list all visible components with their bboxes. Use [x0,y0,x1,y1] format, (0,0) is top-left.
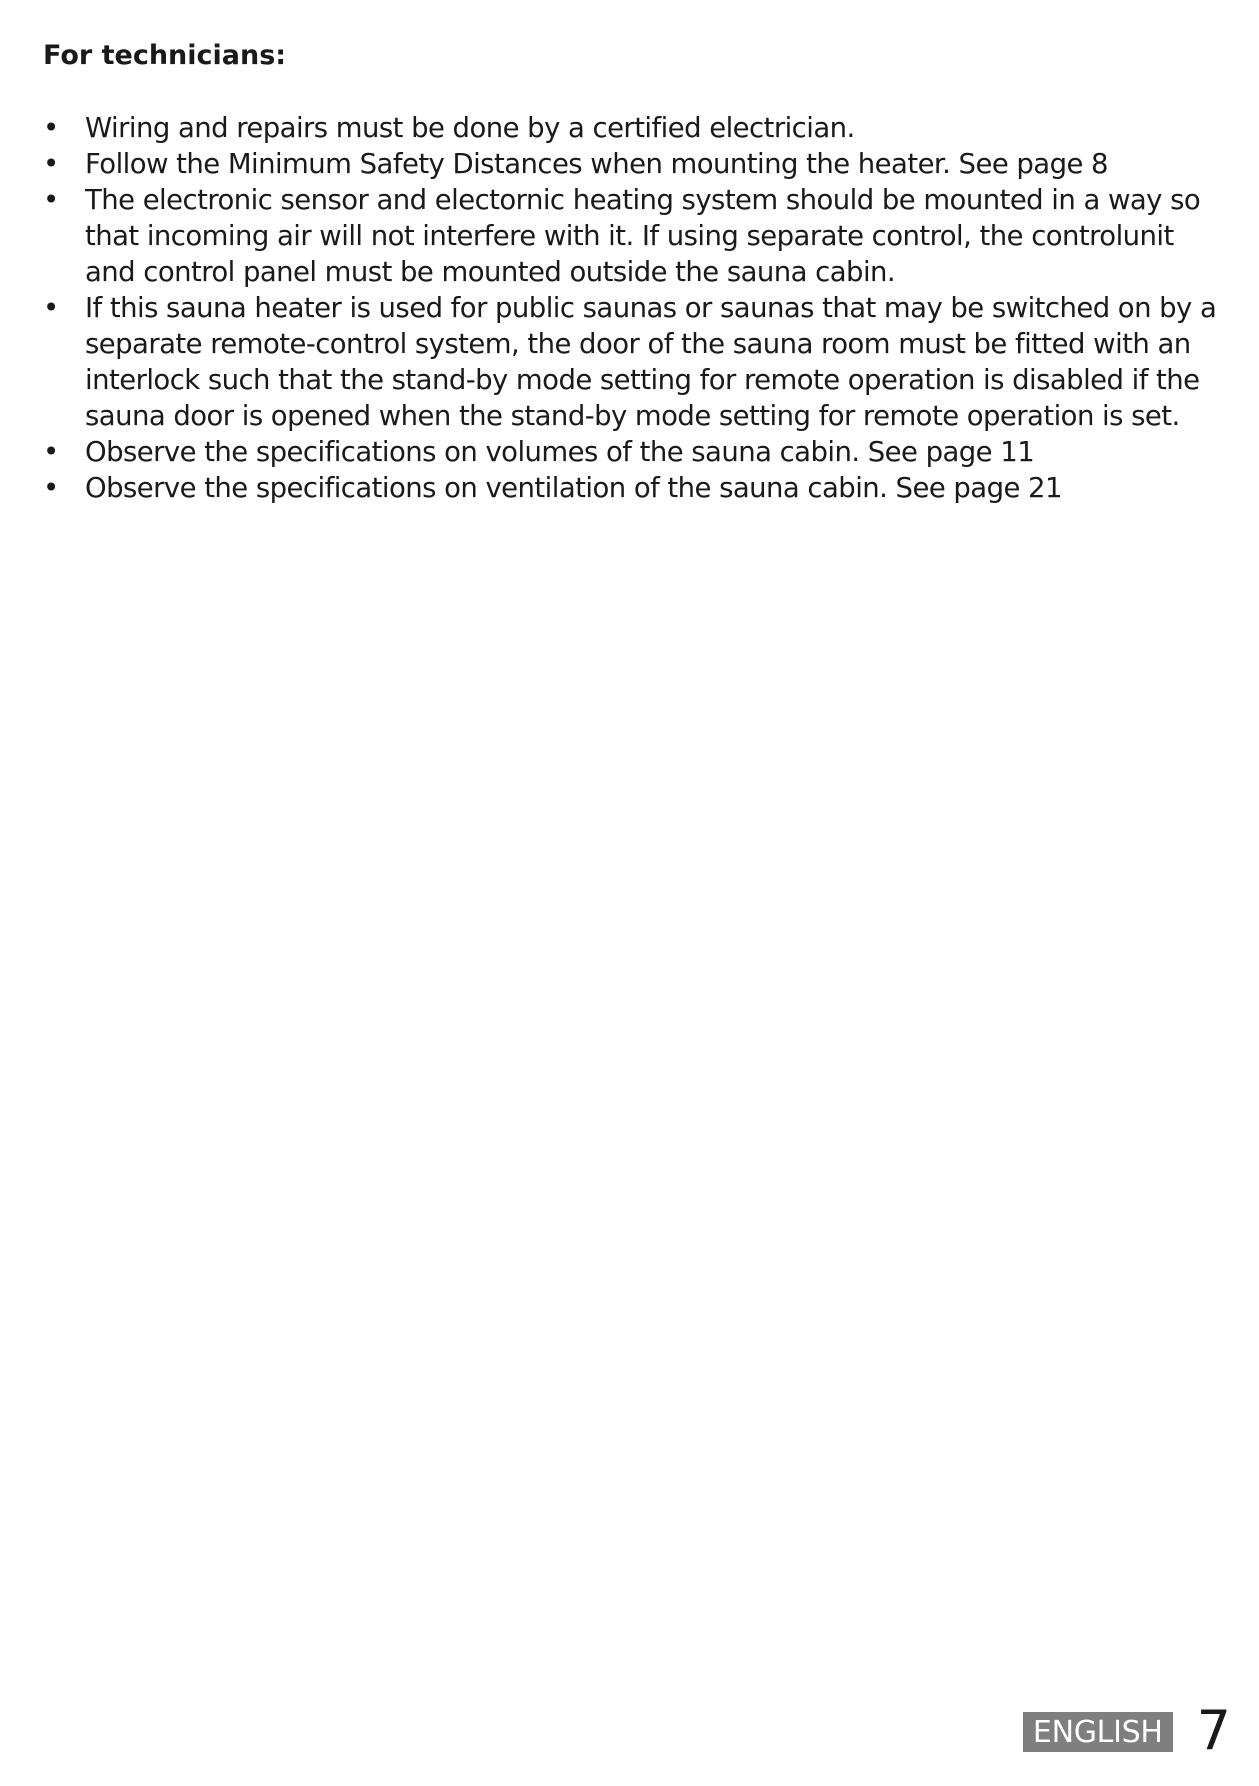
page-footer [1023,1699,1231,1762]
list-item-text: Follow the Minimum Safety Distances when mounting the heater. See page 8 [85,148,1109,180]
list-item-text: Wiring and repairs must be done by a certified electrician. [85,112,855,144]
list-item [43,110,1228,146]
list-item-text: Observe the specifications on ventilation of the sauna cabin. See page 21 [85,472,1062,504]
section-heading: For technicians: [43,40,287,71]
bullet-icon: • [43,436,59,468]
bullet-icon: • [43,184,59,216]
list-item-text: The electronic sensor and electornic heating system should be mounted in a way so that incoming air will not interfere with it. If using separate control, the controlunit and control panel must be mounted outside the sauna cabin. [85,184,1201,288]
technician-instructions-list [43,110,1228,506]
list-item-text: Observe the specifications on volumes of the sauna cabin. See page 11 [85,436,1035,468]
list-item [43,290,1228,434]
list-item [43,470,1228,506]
bullet-icon: • [43,292,59,324]
page-number: 7 [1196,1699,1231,1762]
language-badge: ENGLISH [1023,1712,1173,1752]
list-item [43,182,1228,290]
list-item-text: If this sauna heater is used for public saunas or saunas that may be switched on by a separate remote-control system, the door of the sauna room must be fitted with an interlock such that the stand-by mode setting for remote operation is disabled if the sauna door is opened when the stand-by mode setting for remote operation is set. [85,292,1217,432]
list-item [43,146,1228,182]
list-item [43,434,1228,470]
bullet-icon: • [43,112,59,144]
bullet-icon: • [43,472,59,504]
bullet-icon: • [43,148,59,180]
